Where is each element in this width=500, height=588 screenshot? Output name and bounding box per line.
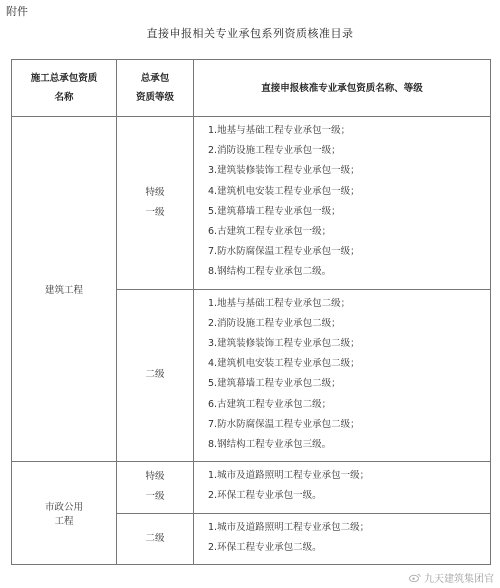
level-line: 特级 [145, 471, 165, 483]
category-line: 市政公用 [44, 502, 83, 514]
list-item: 1.地基与基础工程专业承包二级； [208, 297, 351, 309]
category-line: 工程 [54, 516, 74, 528]
table-header-row [12, 60, 491, 117]
list-item: 4.建筑机电安装工程专业承包一级； [208, 185, 360, 197]
list-item: 5.建筑幕墙工程专业承包一级； [208, 205, 341, 217]
list-item: 2.环保工程专业承包二级。 [208, 541, 322, 553]
list-item: 6.古建筑工程专业承包二级； [208, 398, 332, 410]
level-line: 二级 [145, 369, 165, 381]
list-item: 1.地基与基础工程专业承包一级； [208, 125, 351, 136]
list-item: 6.古建筑工程专业承包一级； [208, 226, 332, 238]
list-item: 2.消防设施工程专业承包一级； [208, 145, 341, 157]
specialty-list-cell [194, 117, 491, 290]
category-line: 建筑工程 [44, 285, 83, 297]
list-item: 2.环保工程专业承包一级。 [208, 490, 322, 502]
list-item: 8.钢结构工程专业承包二级。 [208, 266, 332, 278]
list-item: 5.建筑幕墙工程专业承包二级； [208, 378, 341, 390]
specialty-list-cell [194, 513, 491, 564]
level-line: 特级 [145, 186, 165, 198]
header-specialty-qualifications: 直接申报核准专业承包资质名称、等级 [194, 60, 491, 117]
header-qualification-level [117, 60, 194, 117]
specialty-list-cell [194, 462, 491, 513]
watermark-text: 九天建筑集团官 [424, 574, 494, 585]
header-line: 资质等级 [135, 92, 174, 103]
specialty-list-cell [194, 289, 491, 462]
table-body [12, 117, 491, 565]
list-item: 1.城市及道路照明工程专业承包一级； [208, 470, 370, 482]
header-contractor-qualification [12, 60, 117, 117]
qualification-table [11, 59, 491, 565]
table-row [12, 117, 491, 290]
level-cell [117, 117, 194, 290]
list-item: 4.建筑机电安装工程专业承包二级； [208, 358, 360, 370]
header-line: 总承包 [140, 73, 170, 84]
watermark [409, 570, 494, 585]
table-row [12, 462, 491, 513]
list-item: 1.城市及道路照明工程专业承包二级； [208, 521, 370, 533]
level-line: 二级 [145, 532, 165, 544]
category-cell [12, 117, 117, 462]
list-item: 7.防水防腐保温工程专业承包一级； [208, 246, 360, 258]
list-item: 7.防水防腐保温工程专业承包二级； [208, 418, 360, 430]
header-line: 施工总承包资质 [30, 73, 98, 84]
list-item: 3.建筑装修装饰工程专业承包一级； [208, 165, 360, 177]
level-line: 一级 [145, 491, 165, 503]
list-item: 3.建筑装修装饰工程专业承包二级； [208, 338, 360, 350]
level-cell [117, 289, 194, 462]
list-item: 8.钢结构工程专业承包三级。 [208, 439, 332, 451]
list-item: 2.消防设施工程专业承包二级； [208, 317, 341, 329]
header-line: 名称 [54, 92, 74, 103]
level-cell [117, 513, 194, 564]
level-line: 一级 [145, 206, 165, 218]
document-title: 直接申报相关专业承包系列资质核准目录 [146, 27, 354, 40]
weibo-icon [409, 573, 421, 582]
attachment-label: 附件 [6, 5, 28, 18]
category-cell [12, 462, 117, 565]
level-cell [117, 462, 194, 513]
